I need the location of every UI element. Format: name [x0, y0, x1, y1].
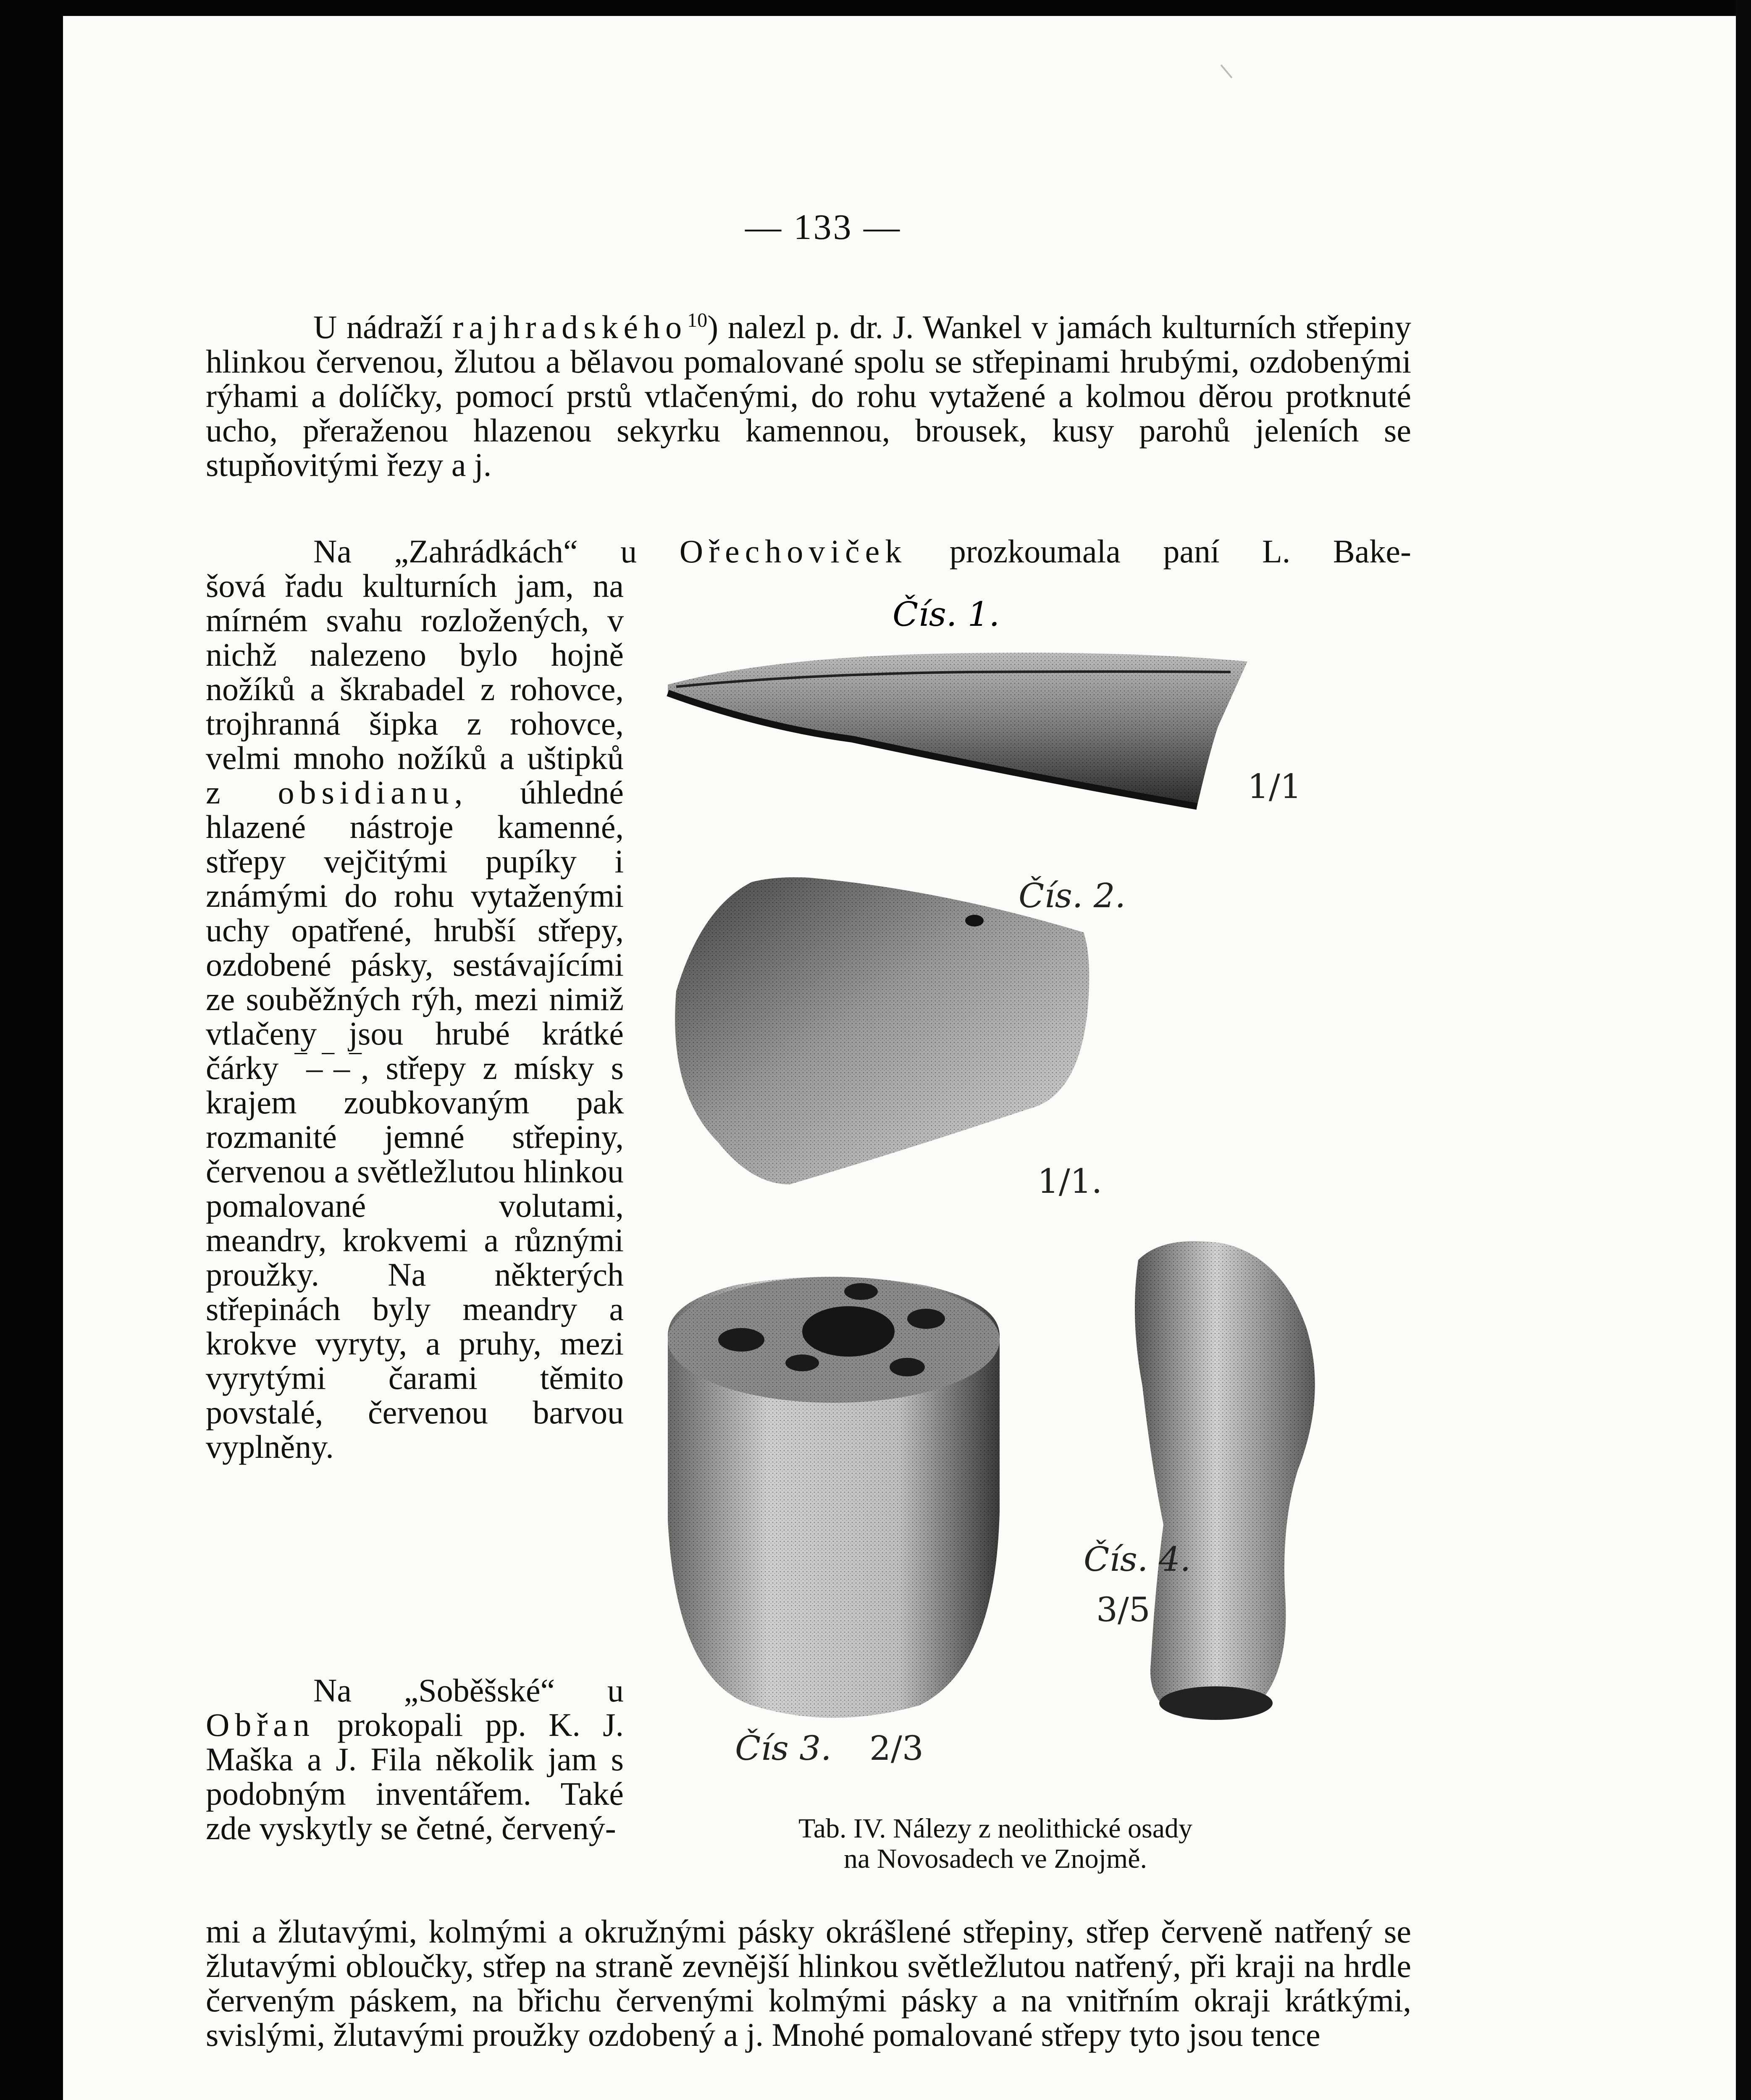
- caption-line: Tab. IV. Nálezy z neolithické osady: [798, 1813, 1193, 1844]
- place-name-spaced: rajhradského: [452, 309, 688, 345]
- scan-border-left: [0, 0, 63, 2100]
- scan-border-right: [1736, 0, 1751, 2100]
- figure-3-label: Čís 3.: [735, 1729, 832, 1768]
- paragraph-text: prokopali pp. K. J. Maška a J. Fila několik jam s podobným inventářem. Také zde vyskytly se četné, červený-: [206, 1706, 624, 1846]
- page-number: — 133 —: [745, 207, 901, 247]
- plate-caption: [664, 1814, 1327, 1874]
- scan-border-top: [0, 0, 1751, 16]
- paragraph-orechovicky-column: [206, 569, 624, 1464]
- figure-2-scale: 1/1.: [1037, 1162, 1103, 1201]
- figure-2-polished-tool: [675, 877, 1089, 1184]
- paragraph-text: šová řadu kulturních jam, na mírném svahu rozložených, v nichž nalezeno bylo hojně nožíků a škrabadel z rohovce, trojhranná šipka z rohovce, velmi mnoho nožíků a uštipků z: [206, 567, 624, 811]
- figure-4-label: Čís. 4.: [1084, 1540, 1191, 1579]
- plate-iv-illustration: [651, 588, 1365, 1798]
- paragraph-text: prozkoumala paní L. Bake-: [907, 533, 1412, 570]
- place-name-spaced: Obřan: [206, 1706, 315, 1743]
- paragraph-text: U nádraží: [313, 309, 453, 345]
- figure-1-scale: 1/1: [1247, 767, 1302, 806]
- figure-1-label: Čís. 1.: [893, 595, 1000, 634]
- caption-line: na Novosadech ve Znojmě.: [843, 1843, 1147, 1874]
- paragraph-text: , úhledné hlazené nástroje kamenné, střepy vejčitými pupíky i známými do rohu vytaženými uchy opatřené, hrubší střepy, ozdobené pásky, sestávajícími ze souběžných rýh, mezi nimiž vtlačeny jsou hrubé krátké čárky ‾–‾–‾, střepy z mísky s krajem zoubkovaným pak rozmanité jemné střepiny, červenou a světležlutou hlinkou pomalované volutami, meandry, krokvemi a různými proužky. Na některých střepinách byly meandry a krokve vyryty, a pruhy, mezi vyrytými čarami těmito povstalé, červenou barvou vyplněny.: [206, 774, 624, 1465]
- figure-2-label: Čís. 2.: [1019, 876, 1126, 915]
- paragraph-orechovicky-first-line: [206, 534, 1411, 569]
- paragraph-rajhrad: [206, 303, 1411, 482]
- figure-3-perforated-cylinder: [668, 1277, 1000, 1718]
- place-name-spaced: Ořechoviček: [679, 533, 907, 570]
- figure-3-scale: 2/3: [869, 1729, 924, 1768]
- figure-1-stone-blade: [668, 653, 1247, 806]
- material-name-spaced: obsidianu: [278, 774, 454, 811]
- figure-4-vessel-fragment: [1135, 1241, 1315, 1720]
- paragraph-text: ) nalezl p. dr. J. Wankel v jamách kulturních střepiny hlinkou červenou, žlutou a bělavou pomalované spolu se střepinami hrubými, ozdobenými rýhami a dolíčky, pomocí prstů vtlačenými, do rohu vytažené a kolmou děrou protknuté ucho, přeraženou hlazenou sekyrku kamennou, brousek, kusy parohů jeleních se stupňovitými řezy a j.: [206, 309, 1411, 483]
- figure-4-scale: 3/5: [1096, 1590, 1150, 1629]
- paragraph-obrany-column: [206, 1673, 624, 1845]
- footnote-ref: 10: [687, 309, 708, 331]
- paragraph-obrany-continued: mi a žlutavými, kolmými a okružnými pásky okrášlené střepiny, střep červeně natřený se žlutavými obloučky, střep na straně zevnější hlinkou světležlutou natřený, při kraji na hrdle červeným páskem, na břichu červenými kolmými pásky a na vnitřním okraji krátkými, svislými, žlutavými proužky ozdobený a j. Mnohé pomalované střepy tyto jsou tence: [206, 1913, 1411, 2053]
- paragraph-text: Na „Soběšské“ u: [313, 1672, 624, 1709]
- paragraph-text: Na „Zahrádkách“ u: [313, 533, 680, 570]
